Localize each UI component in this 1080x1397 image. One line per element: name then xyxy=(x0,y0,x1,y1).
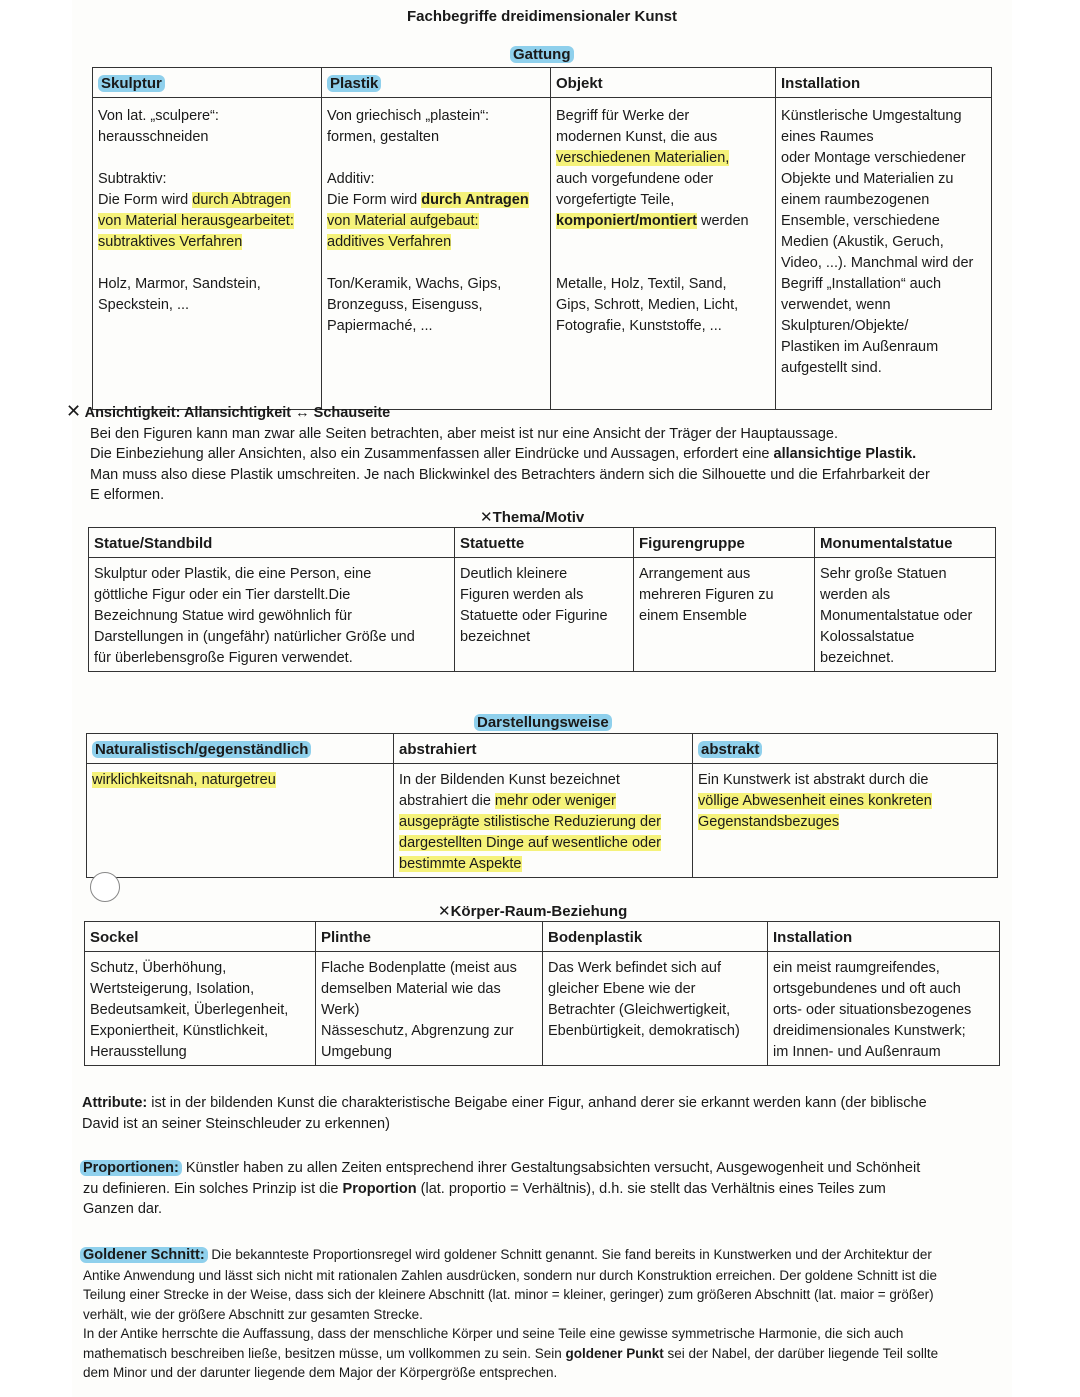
table-header-row xyxy=(85,922,1000,952)
table-row xyxy=(93,98,992,410)
darstellung-table xyxy=(86,733,998,878)
cell-plinthe: Flache Bodenplatte (meist aus demselben Material wie das Werk) Nässeschutz, Abgrenzung zur Umgebung xyxy=(316,952,543,1066)
cell-bodenplastik: Das Werk befindet sich auf gleicher Ebene wie der Betrachter (Gleichwertigkeit, Ebenbürtigkeit, demokratisch) xyxy=(543,952,768,1066)
header-figurengruppe: Figurengruppe xyxy=(634,528,815,558)
gattung-caption: Gattung xyxy=(510,46,574,63)
header-sockel: Sockel xyxy=(85,922,316,952)
punch-hole-icon xyxy=(90,872,120,902)
proportionen-term: Proportionen: xyxy=(80,1160,182,1176)
cell-statuette: Deutlich kleinere Figuren werden als Statuette oder Figurine bezeichnet xyxy=(455,558,634,672)
table-header-row xyxy=(87,734,998,764)
gattung-table xyxy=(92,67,992,410)
header-bodenplastik: Bodenplastik xyxy=(543,922,768,952)
goldener-schnitt-section: Goldener Schnitt: Die bekannteste Proportionsregel wird goldener Schnitt genannt. Sie fand bereits in Kunstwerken und der Architektur der Antike Anwendung und lässt sich nicht mit rationalen Zahlen ausdrücken, sondern nur durch Konstruktion erreichen. Der goldene Schnitt ist die Teilung einer Strecke in der Weise, dass sich der kleinere Abschnitt (lat. minor = kleiner, geringer) zum größeren Abschnitt (lat. maior = größer) verhält, wie der größere Abschnitt zur gesamten Strecke. In der Antike herrschte die Auffassung, dass der menschliche Körper und seine Teile eine gewisse symmetrische Harmonie, die sich auch mathematisch beschreiben ließe, besitzen müsse, um vollkommen zu sein. Sein goldener Punkt sei der Nabel, der darüber liegende Teil sollte dem Minor und der darunter liegende dem Major der Körpergröße entsprechen. xyxy=(80,1245,1008,1383)
cell-installation: Künstlerische Umgestaltung eines Raumes oder Montage verschiedener Objekte und Materialien zu einem raumbezogenen Ensemble, verschiedene Medien (Akustik, Geruch, Video, ...). Manchmal wird der Begriff „Installation“ auch verwendet, wenn Skulpturen/Objekte/ Plastiken im Außenraum aufgestellt sind. xyxy=(776,98,992,410)
header-objekt: Objekt xyxy=(551,68,776,98)
koerper-table xyxy=(84,921,1000,1066)
table-header-row xyxy=(93,68,992,98)
cell-skulptur: Von lat. „sculpere“: herausschneiden Subtraktiv: Die Form wird durch Abtragen von Material herausgearbeitet: subtraktives Verfahren Holz, Marmor, Sandstein, Speckstein, ... xyxy=(93,98,322,410)
attribute-section: Attribute: ist in der bildenden Kunst die charakteristische Beigabe einer Figur, anhand derer sie erkannt werden kann (der biblische David ist an seiner Steinschleuder zu erkennen) xyxy=(82,1095,927,1132)
cell-naturalistisch: wirklichkeitsnah, naturgetreu xyxy=(87,764,394,878)
goldener-schnitt-term: Goldener Schnitt: xyxy=(80,1247,208,1263)
header-statuette: Statuette xyxy=(455,528,634,558)
cell-monumentalstatue: Sehr große Statuen werden als Monumentalstatue oder Kolossalstatue bezeichnet. xyxy=(815,558,996,672)
cell-statue: Skulptur oder Plastik, die eine Person, eine göttliche Figur oder ein Tier darstellt.Die Bezeichnung Statue wird gewöhnlich für Darstellungen in (ungefähr) natürlicher Größe und für überlebensgroße Figuren verwendet. xyxy=(89,558,455,672)
table-row xyxy=(89,558,996,672)
header-abstrahiert: abstrahiert xyxy=(394,734,693,764)
thema-table xyxy=(88,527,996,672)
cell-sockel: Schutz, Überhöhung, Wertsteigerung, Isolation, Bedeutsamkeit, Überlegenheit, Exponiertheit, Künstlichkeit, Herausstellung xyxy=(85,952,316,1066)
cell-figurengruppe: Arrangement aus mehreren Figuren zu einem Ensemble xyxy=(634,558,815,672)
cross-mark-icon: ✕ xyxy=(66,401,82,421)
header-skulptur: Skulptur xyxy=(93,68,322,98)
cell-abstrahiert: In der Bildenden Kunst bezeichnet abstrahiert die mehr oder weniger ausgeprägte stilistische Reduzierung der dargestellten Dinge auf wesentliche oder bestimmte Aspekte xyxy=(394,764,693,878)
header-installation-raum: Installation xyxy=(768,922,1000,952)
ansichtigkeit-section: ✕ Ansichtigkeit: Allansichtigkeit ↔ Schauseite Bei den Figuren kann man zwar alle Seiten betrachten, aber meist ist nur eine Ansicht der Träger der Hauptaussage. Die Einbeziehung aller Ansichten, also ein Zusammenfassen aller Eindrücke und Aussagen, erfordert eine allansichtige Plastik. Man muss also diese Plastik umschreiten. Je nach Blickwinkel des Betrachters ändern sich die Silhouette und die Erfahrbarkeit der E elformen. xyxy=(66,401,930,503)
table-row xyxy=(85,952,1000,1066)
darstellung-caption: Darstellungsweise xyxy=(474,714,612,731)
koerper-caption: ✕Körper-Raum-Beziehung xyxy=(438,903,628,920)
document-page xyxy=(66,0,1012,1397)
thema-caption: ✕Thema/Motiv xyxy=(480,509,585,526)
cell-abstrakt: Ein Kunstwerk ist abstrakt durch die völlige Abwesenheit eines konkreten Gegenstandsbezuges xyxy=(693,764,998,878)
header-plinthe: Plinthe xyxy=(316,922,543,952)
header-abstrakt: abstrakt xyxy=(693,734,998,764)
table-header-row xyxy=(89,528,996,558)
header-plastik: Plastik xyxy=(322,68,551,98)
header-installation: Installation xyxy=(776,68,992,98)
ansichtigkeit-heading: Ansichtigkeit: Allansichtigkeit ↔ Schauseite xyxy=(84,405,391,421)
proportionen-section: Proportionen: Künstler haben zu allen Zeiten entsprechend ihrer Gestaltungsabsichten versucht, Ausgewogenheit und Schönheit zu definieren. Ein solches Prinzip ist die Proportion (lat. proportio = Verhältnis), d.h. sie stellt das Verhältnis eines Teiles zum Ganzen dar. xyxy=(80,1158,1006,1220)
attribute-term: Attribute: xyxy=(82,1095,148,1111)
cell-installation-raum: ein meist raumgreifendes, ortsgebundenes und oft auch orts- oder situationsbezogenes dreidimensionales Kunstwerk; im Innen- und Außenraum xyxy=(768,952,1000,1066)
header-statue: Statue/Standbild xyxy=(89,528,455,558)
cell-objekt: Begriff für Werke der modernen Kunst, die aus verschiedenen Materialien, auch vorgefundene oder vorgefertigte Teile, komponiert/montiert werden Metalle, Holz, Textil, Sand, Gips, Schrott, Medien, Licht, Fotografie, Kunststoffe, ... xyxy=(551,98,776,410)
cell-plastik: Von griechisch „plastein“: formen, gestalten Additiv: Die Form wird durch Antragen von Material aufgebaut: additives Verfahren Ton/Keramik, Wachs, Gips, Bronzeguss, Eisenguss, Papiermaché, ... xyxy=(322,98,551,410)
header-monumentalstatue: Monumentalstatue xyxy=(815,528,996,558)
table-row xyxy=(87,764,998,878)
page-title: Fachbegriffe dreidimensionaler Kunst xyxy=(406,8,678,25)
header-naturalistisch: Naturalistisch/gegenständlich xyxy=(87,734,394,764)
